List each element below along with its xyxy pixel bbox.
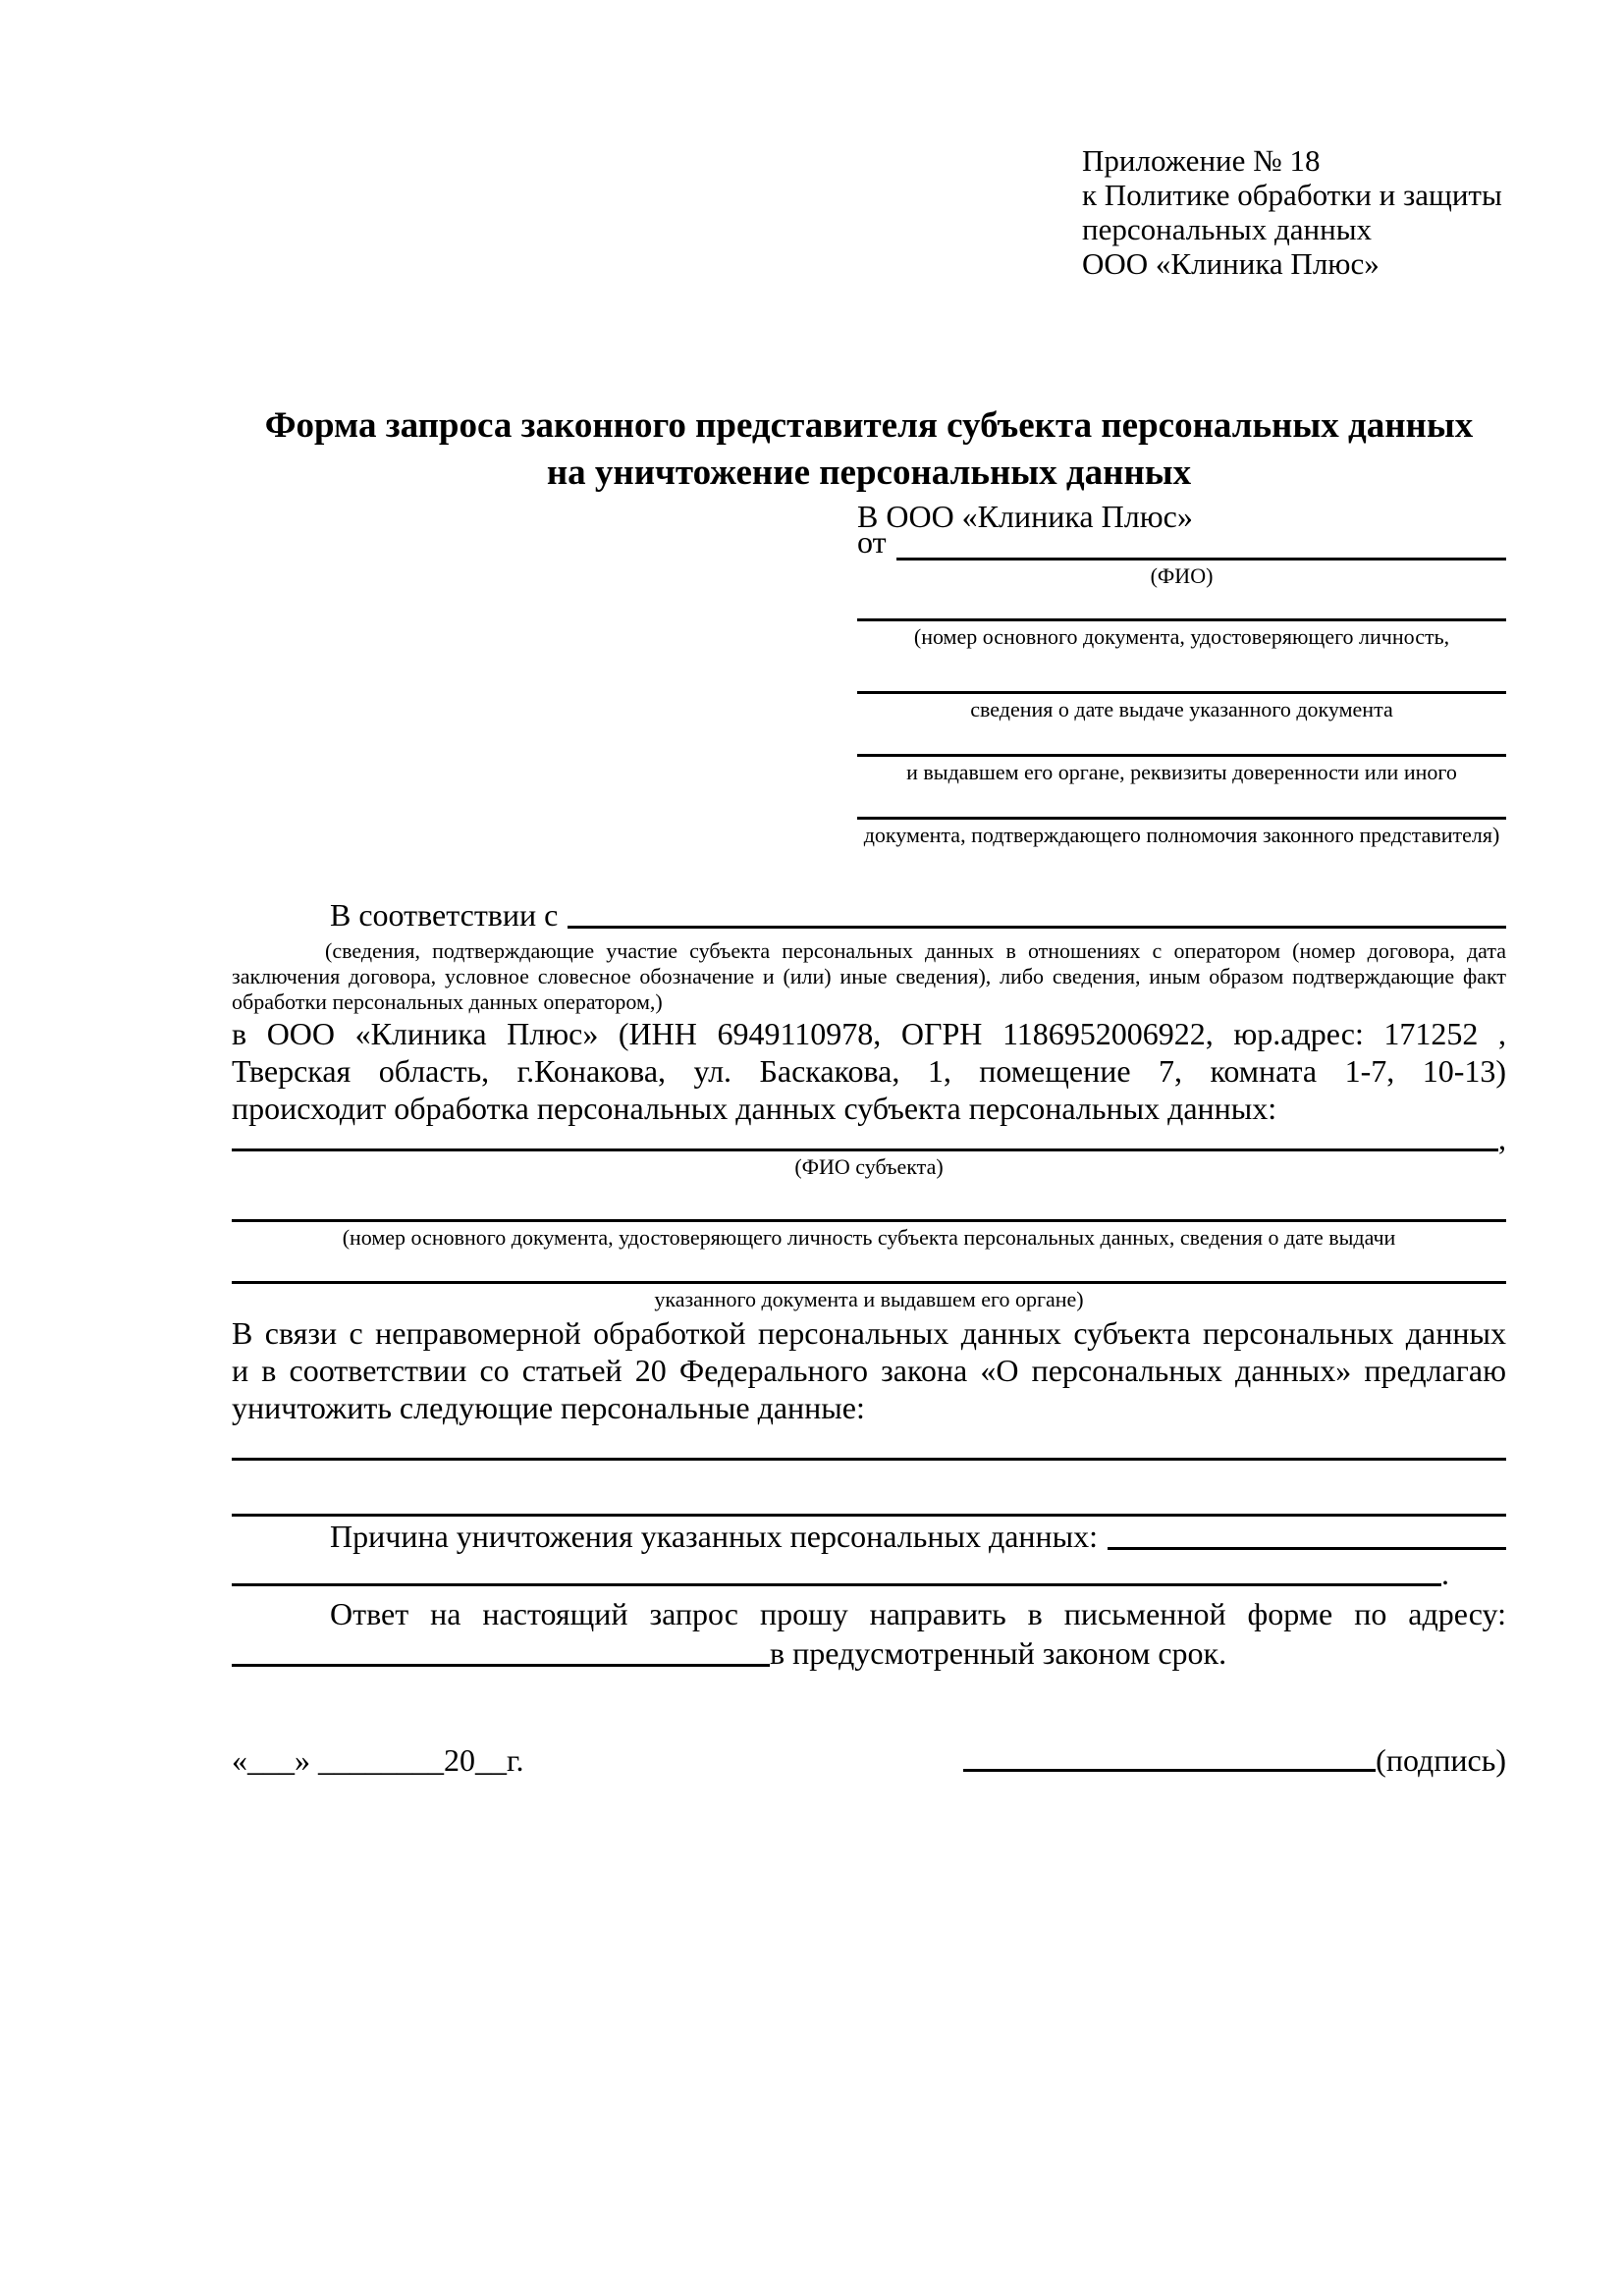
accordance-caption-line-2: заключения договора, условное словесное обозначение и (или) иные сведения), либо сведения, иным образом подтверждающие факт: [232, 964, 1506, 988]
accordance-caption-paragraph: [232, 938, 1506, 1015]
document-content: [232, 0, 1506, 1777]
accordance-blank-line: [568, 926, 1506, 929]
response-address-row: [232, 1633, 1506, 1673]
data-to-destroy-blank-line-2: [232, 1461, 1506, 1517]
response-address-blank-line: [232, 1664, 770, 1667]
reason-row: [232, 1517, 1506, 1556]
response-term-text: в предусмотренный законом срок.: [770, 1635, 1227, 1671]
destroy-line-3: уничтожить следующие персональные данные:: [232, 1390, 865, 1425]
subject-doc-blank-line-1: [232, 1180, 1506, 1222]
operator-line-3: происходит обработка персональных данных субъекта персональных данных:: [232, 1091, 1277, 1126]
representative-doc-blank-line-4: [857, 785, 1506, 820]
representative-doc-blank-line-1: [857, 589, 1506, 621]
subject-fio-comma: ,: [1498, 1121, 1506, 1156]
appendix-company: ООО «Клиника Плюс»: [1082, 246, 1380, 281]
reason-continuation-row: [232, 1556, 1449, 1591]
subject-doc-blank-line-2: [232, 1251, 1506, 1284]
operator-line-2: Тверская область, г.Конакова, ул. Баскакова, 1, помещение 7, комната 1-7, 10-13): [232, 1053, 1506, 1089]
accordance-caption-line-3: обработки персональных данных оператором,): [232, 989, 663, 1014]
destroy-line-1: В связи с неправомерной обработкой персональных данных субъекта персональных данных: [232, 1315, 1506, 1351]
subject-doc-caption-1: (номер основного документа, удостоверяющего личность субъекта персональных данных, сведения о дате выдачи: [342, 1225, 1396, 1250]
subject-fio-caption: (ФИО субъекта): [794, 1154, 944, 1179]
signature-caption: (подпись): [1376, 1742, 1506, 1778]
from-label: от: [857, 524, 887, 560]
accordance-label: В соответствии с: [330, 897, 559, 933]
subject-fio-row: [232, 1121, 1506, 1156]
representative-doc-caption-3: и выдавшем его органе, реквизиты доверенности или иного: [906, 760, 1457, 784]
title-line-1: Форма запроса законного представителя субъекта персональных данных: [264, 405, 1474, 446]
addressee-to: В ООО «Клиника Плюс»: [857, 499, 1193, 534]
appendix-policy-line2: персональных данных: [1082, 212, 1373, 246]
subject-fio-blank-line: [232, 1148, 1498, 1151]
operator-paragraph: [232, 1015, 1506, 1127]
destroy-line-2: и в соответствии со статьей 20 Федерального закона «О персональных данных» предлагаю: [232, 1353, 1506, 1388]
from-field-row: [857, 524, 1506, 561]
operator-line-1: в ООО «Клиника Плюс» (ИНН 6949110978, ОГРН 1186952006922, юр.адрес: 171252 ,: [232, 1016, 1506, 1051]
response-request-line: Ответ на настоящий запрос прошу направить в письменной форме по адресу:: [330, 1596, 1506, 1631]
subject-doc-caption-2: указанного документа и выдавшем его органе): [654, 1287, 1084, 1311]
date-signature-row: [232, 1743, 1506, 1777]
data-to-destroy-blank-line-1: [232, 1426, 1506, 1461]
representative-doc-blank-line-2: [857, 650, 1506, 694]
appendix-header: [1082, 143, 1506, 281]
title-line-2: на уничтожение персональных данных: [546, 453, 1192, 493]
representative-doc-caption-1: (номер основного документа, удостоверяющего личность,: [913, 624, 1450, 649]
addressee-block: [857, 497, 1506, 848]
appendix-policy-line: к Политике обработки и защиты: [1082, 178, 1502, 212]
accordance-row: [232, 895, 1506, 934]
document-title: [232, 402, 1506, 497]
signature-blank-line: [963, 1769, 1376, 1772]
appendix-number: Приложение № 18: [1082, 143, 1321, 178]
signature-group: [963, 1743, 1506, 1777]
reason-period: .: [1441, 1556, 1449, 1591]
date-field: «___» ________20__г.: [232, 1742, 524, 1778]
destroy-paragraph: [232, 1314, 1506, 1426]
representative-doc-caption-4: документа, подтверждающего полномочия законного представителя): [863, 823, 1500, 847]
representative-doc-caption-2: сведения о дате выдаче указанного документа: [970, 697, 1393, 721]
fio-caption: (ФИО): [1150, 563, 1214, 588]
reason-label: Причина уничтожения указанных персональных данных:: [330, 1519, 1099, 1554]
reason-blank-line: [1108, 1547, 1506, 1550]
representative-doc-blank-line-3: [857, 722, 1506, 757]
reason-blank-line-2: [232, 1583, 1441, 1586]
accordance-caption-line-1: (сведения, подтверждающие участие субъекта персональных данных в отношениях с оператором (номер договора, дата: [325, 938, 1506, 963]
from-blank-line: [896, 558, 1506, 561]
